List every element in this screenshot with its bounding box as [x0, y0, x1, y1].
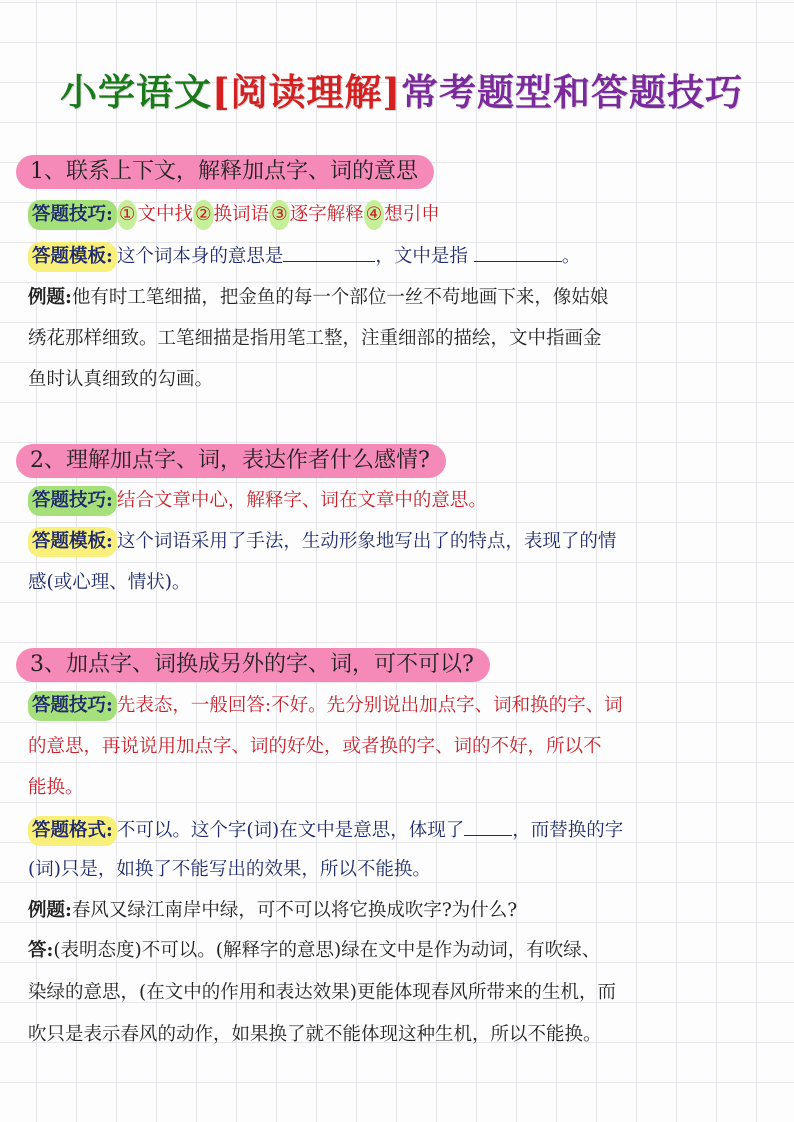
- section-2-template-text: 这个词语采用了手法，生动形象地写出了的特点，表现了的情: [116, 531, 617, 552]
- section-2-tip-label: 答题技巧:: [28, 486, 117, 516]
- section-2-template-line-1: [28, 527, 768, 557]
- section-2-tip-text: 结合文章中心，解释字、词在文章中的意思。: [116, 490, 487, 511]
- fill-blank: [474, 241, 562, 262]
- tip-item-3: 逐字解释: [289, 204, 364, 225]
- title-part-3: 常考题型和: [401, 70, 592, 114]
- section-3-format-label: 答题格式:: [28, 816, 117, 846]
- tip-number-1: ①: [117, 200, 138, 230]
- answer-label: 答:: [28, 940, 54, 961]
- example-label: 例题:: [28, 900, 72, 921]
- section-1-tip-label: 答题技巧:: [28, 200, 117, 230]
- example-label: 例题:: [28, 287, 72, 308]
- format-text-b: ，而替换的字: [512, 820, 624, 841]
- section-3-format-line-2: (词)只是，如换了不能写出的效果，所以不能换。: [28, 859, 431, 880]
- title-part-1: 小学语文: [60, 70, 212, 114]
- tip-item-4: 想引申: [384, 204, 440, 225]
- section-2-tip: [28, 486, 768, 516]
- section-2-header: 2、理解加点字、词，表达作者什么感情?: [16, 444, 446, 478]
- title-part-4: 答题技巧: [591, 70, 744, 114]
- fill-blank: [464, 815, 512, 836]
- title-part-2: [阅读理解]: [212, 70, 402, 114]
- section-1-example-line-2: 绣花那样细致。工笔细描是指用笔工整，注重细部的描绘，文中指画金: [28, 328, 602, 349]
- section-1-template: [28, 241, 768, 272]
- section-3-tip-line-1: [28, 691, 768, 721]
- section-3-tip-line-3: 能换。: [28, 777, 84, 798]
- page-title: [60, 62, 760, 116]
- format-text-a: 不可以。这个字(词)在文中是意思，体现了: [116, 820, 465, 841]
- tip-number-3: ③: [269, 200, 290, 230]
- tip-number-2: ②: [193, 200, 214, 230]
- section-1-example-line-3: 鱼时认真细致的勾画。: [28, 369, 214, 390]
- section-3-answer-line-3: 吹只是表示春风的动作，如果换了就不能体现这种生机，所以不能换。: [28, 1024, 602, 1045]
- tip-number-4: ④: [364, 200, 385, 230]
- template-text-a: 这个词本身的意思是: [116, 246, 284, 267]
- section-3-tip-line-2: 的意思，再说说用加点字、词的好处，或者换的字、词的不好，所以不: [28, 736, 602, 757]
- example-text: 他有时工笔细描，把金鱼的每一个部位一丝不苟地画下来，像姑娘: [71, 287, 609, 308]
- fill-blank: [283, 241, 375, 262]
- tip-item-1: 文中找: [137, 204, 193, 225]
- section-2-template-line-2: 感(或心理、情状)。: [28, 572, 191, 593]
- section-1-template-label: 答题模板:: [28, 242, 117, 272]
- section-3-tip-label: 答题技巧:: [28, 691, 117, 721]
- template-text-b: ，文中是指: [375, 246, 468, 267]
- example-text: 春风又绿江南岸中绿，可不可以将它换成吹字?为什么?: [71, 900, 518, 921]
- section-3-answer-line-1: [28, 936, 768, 966]
- tip-item-2: 换词语: [213, 204, 270, 225]
- section-3-answer-line-2: 染绿的意思，(在文中的作用和表达效果)更能体现春风所带来的生机，而: [28, 982, 616, 1003]
- section-3-example: [28, 896, 768, 926]
- section-1-header: 1、联系上下文，解释加点字、词的意思: [16, 155, 434, 189]
- section-3-tip-text: 先表态，一般回答:不好。先分别说出加点字、词和换的字、词: [116, 695, 623, 716]
- answer-text: (表明态度)不可以。(解释字的意思)绿在文中是作为动词，有吹绿、: [53, 940, 601, 961]
- section-3-format-line-1: [28, 815, 768, 846]
- template-text-c: 。: [561, 246, 581, 267]
- section-3-header: 3、加点字、词换成另外的字、词，可不可以?: [16, 648, 490, 682]
- section-2-template-label: 答题模板:: [28, 527, 117, 557]
- section-1-tip: [28, 200, 768, 230]
- section-1-example-line-1: [28, 283, 768, 313]
